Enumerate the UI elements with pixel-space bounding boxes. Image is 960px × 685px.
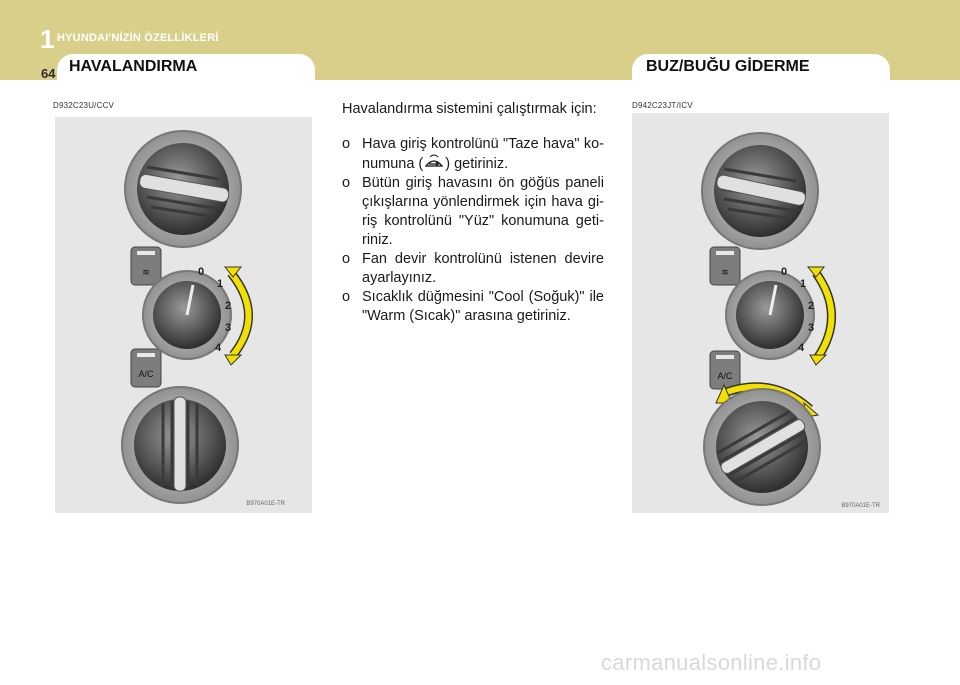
svg-text:0: 0 bbox=[198, 266, 205, 278]
svg-text:4: 4 bbox=[798, 342, 805, 354]
svg-text:B970A01E-TR: B970A01E-TR bbox=[841, 503, 880, 509]
list-item bbox=[342, 135, 604, 174]
svg-text:1: 1 bbox=[800, 278, 807, 290]
left-figure-code: D932C23U/CCV bbox=[53, 101, 115, 110]
svg-text:2: 2 bbox=[225, 300, 232, 312]
step-1-text-before: Hava giriş kontrolünü "Taze hava" ko-numuna ( bbox=[362, 136, 604, 172]
instruction-list bbox=[342, 135, 604, 326]
section-title-defrost: BUZ/BUĞU GİDERME bbox=[632, 54, 890, 84]
svg-text:B970A01E-TR: B970A01E-TR bbox=[246, 501, 285, 507]
instructions bbox=[342, 100, 604, 326]
chapter-title: HYUNDAI'NİZİN ÖZELLİKLERİ bbox=[57, 32, 219, 44]
step-1-text-after: ) getiriniz. bbox=[445, 156, 509, 172]
svg-text:3: 3 bbox=[225, 322, 232, 334]
svg-text:A/C: A/C bbox=[138, 369, 154, 379]
svg-text:4: 4 bbox=[215, 342, 222, 354]
svg-text:3: 3 bbox=[808, 322, 815, 334]
bullet: o bbox=[342, 136, 351, 152]
svg-text:1: 1 bbox=[217, 278, 224, 290]
svg-text:0: 0 bbox=[781, 266, 788, 278]
fresh-air-icon bbox=[423, 154, 445, 172]
instructions-intro: Havalandırma sistemini çalıştırmak için: bbox=[342, 101, 597, 117]
list-item bbox=[342, 174, 604, 250]
svg-text:≋: ≋ bbox=[142, 267, 150, 277]
bullet: o bbox=[342, 175, 351, 191]
section-title-ventilation: HAVALANDIRMA bbox=[57, 54, 315, 84]
page-number: 64 bbox=[41, 66, 56, 81]
watermark: carmanualsonline.info bbox=[601, 650, 822, 675]
bullet: o bbox=[342, 251, 351, 267]
step-3-text: Fan devir kontrolünü istenen devire ayarlayınız. bbox=[362, 251, 604, 286]
svg-text:≋: ≋ bbox=[721, 267, 729, 277]
list-item bbox=[342, 288, 604, 326]
list-item bbox=[342, 250, 604, 288]
svg-text:A/C: A/C bbox=[717, 371, 733, 381]
step-2-text: Bütün giriş havasını ön göğüs paneli çıkışlarına yönlendirmek için hava gi-riş kontrolünü "Yüz" konumuna geti-riniz. bbox=[362, 175, 604, 248]
svg-text:2: 2 bbox=[808, 300, 815, 312]
right-figure-code: D942C23JT/ICV bbox=[632, 101, 693, 110]
chapter-number: 1 bbox=[40, 24, 55, 54]
step-4-text: Sıcaklık düğmesini "Cool (Soğuk)" ile "Warm (Sıcak)" arasına getiriniz. bbox=[362, 289, 604, 324]
left-control-panel-photo bbox=[55, 117, 312, 513]
bullet: o bbox=[342, 289, 351, 305]
right-control-panel-photo bbox=[632, 113, 889, 513]
